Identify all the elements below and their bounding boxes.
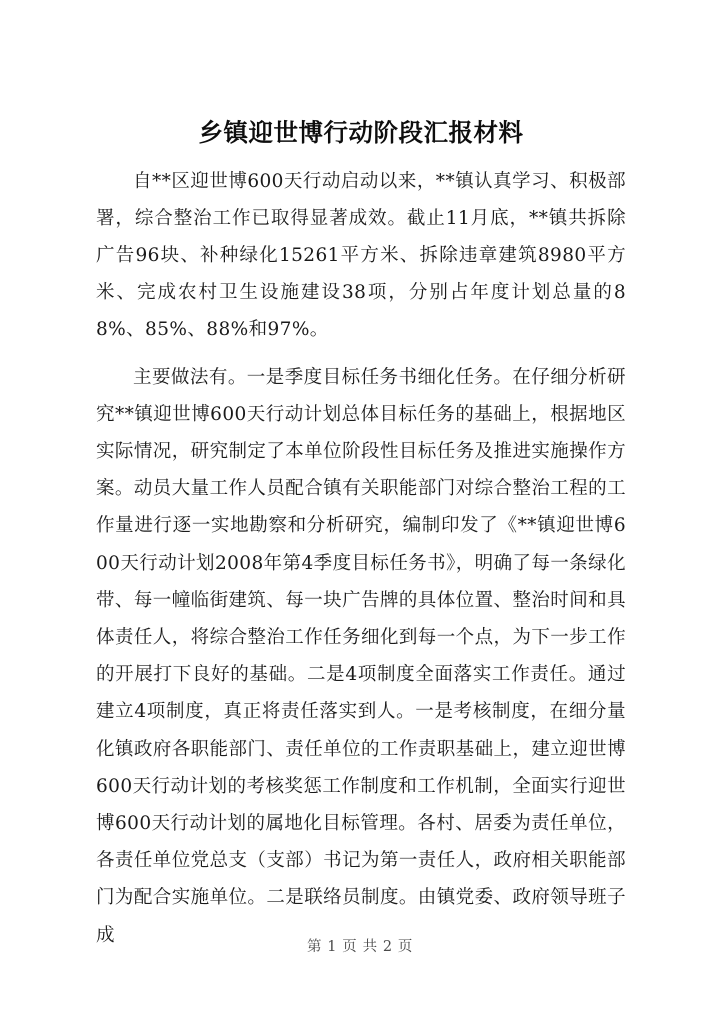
page-footer-label: 第 1 页 共 2 页 bbox=[306, 939, 414, 955]
document-paragraph-1: 自**区迎世博600天行动启动以来，**镇认真学习、积极部署，综合整治工作已取得显著成效。截止11月底，**镇共拆除广告96块、补种绿化15261平方米、拆除违章建筑8980平方米、完成农村卫生设施建设38项，分别占年度计划总量的88%、85%、88%和97%。 bbox=[96, 170, 626, 341]
document-body bbox=[96, 118, 626, 954]
document-paragraph-2: 主要做法有。一是季度目标任务书细化任务。在仔细分析研究**镇迎世博600天行动计划总体目标任务的基础上，根据地区实际情况，研究制定了本单位阶段性目标任务及推进实施操作方案。动员大量工作人员配合镇有关职能部门对综合整治工程的工作量进行逐一实地勘察和分析研究，编制印发了《**镇迎世博600天行动计划2008年第4季度目标任务书》，明确了每一条绿化带、每一幢临街建筑、每一块广告牌的具体位置、整治时间和具体责任人，将综合整治工作任务细化到每一个点，为下一步工作的开展打下良好的基础。二是4项制度全面落实工作责任。通过建立4项制度，真正将责任落实到人。一是考核制度，在细分量化镇政府各职能部门、责任单位的工作责职基础上，建立迎世博600天行动计划的考核奖惩工作制度和工作机制，全面实行迎世博600天行动计划的属地化目标管理。各村、居委为责任单位，各责任单位党总支（支部）书记为第一责任人，政府相关职能部门为配合实施单位。二是联络员制度。由镇党委、政府领导班子成 bbox=[96, 366, 626, 946]
document-title: 乡镇迎世博行动阶段汇报材料 bbox=[198, 118, 524, 147]
